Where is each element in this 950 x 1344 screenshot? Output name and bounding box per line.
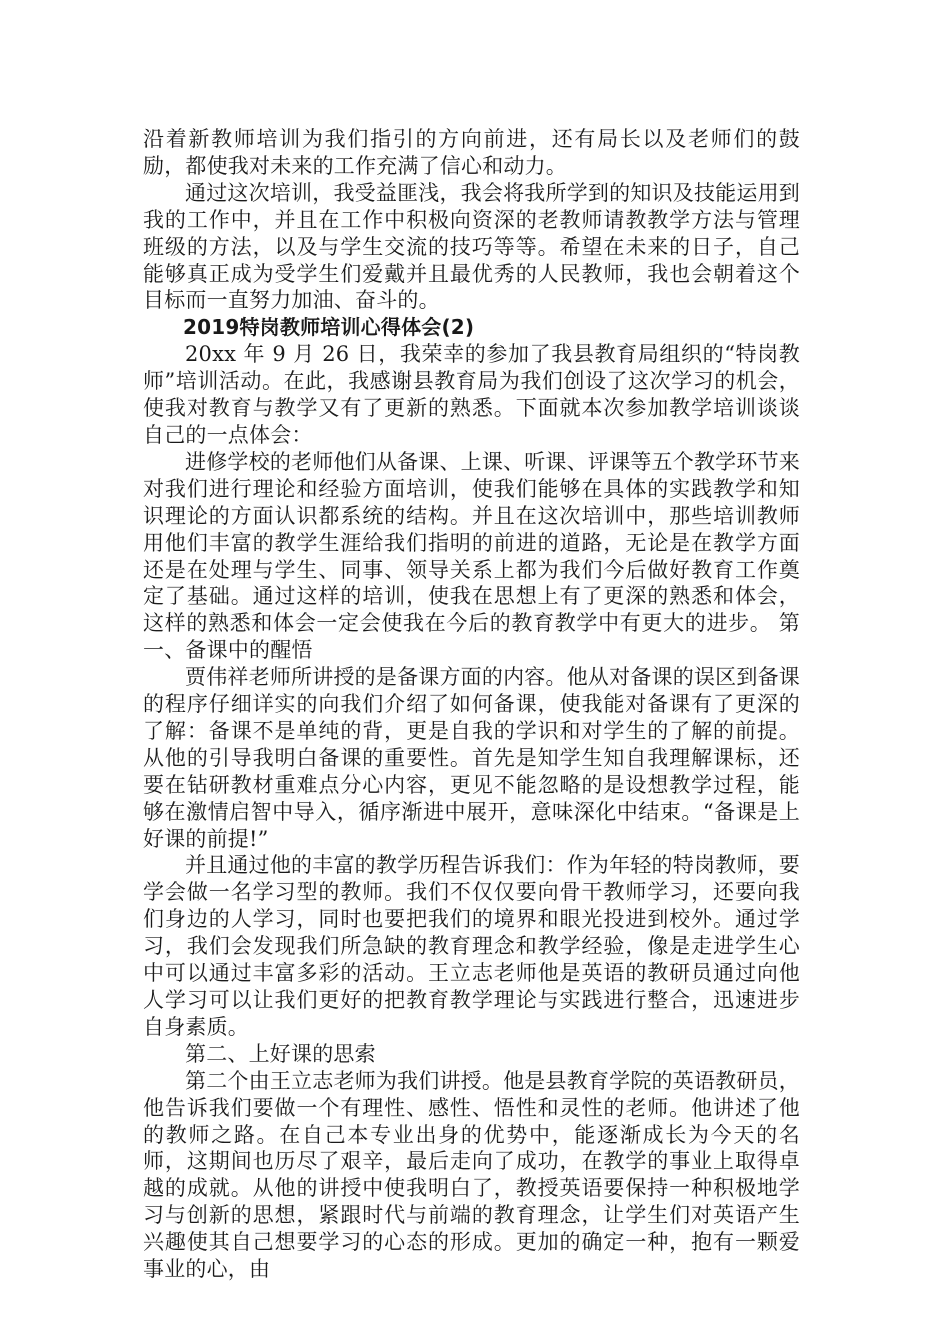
paragraph-4: 进修学校的老师他们从备课、上课、听课、评课等五个教学环节来对我们进行理论和经验方面培训，使我们能够在具体的实践教学和知识理论的方面认识都系统的结构。并且在这次培训中，那些培训教师用他们丰富的教学生涯给我们指明的前进的道路，无论是在教学方面还是在处理与学生、同事、领导关系上都为我们今后做好教育工作奠定了基础。通过这样的培训，使我在思想上有了更深的熟悉和体会，这样的熟悉和体会一定会使我在今后的教育教学中有更大的进步。 第一、备课中的醒悟	[143, 449, 800, 663]
paragraph-6: 并且通过他的丰富的教学历程告诉我们：作为年轻的特岗教师，要学会做一名学习型的教师。我们不仅仅要向骨干教师学习，还要向我们身边的人学习，同时也要把我们的境界和眼光投进到校外。通过学习，我们会发现我们所急缺的教育理念和教学经验，像是走进学生心中可以通过丰富多彩的活动。王立志老师他是英语的教研员通过向他人学习可以让我们更好的把教育教学理论与实践进行整合，迅速进步自身素质。	[143, 853, 800, 1039]
paragraph-5: 贾伟祥老师所讲授的是备课方面的内容。他从对备课的误区到备课的程序仔细详实的向我们介绍了如何备课，使我能对备课有了更深的了解：备课不是单纯的背，更是自我的学识和对学生的了解的前提。从他的引导我明白备课的重要性。首先是知学生知自我理解课标，还要在钻研教材重难点分心内容，更见不能忽略的是设想教学过程，能够在激情启智中导入，循序渐进中展开，意味深化中结束。“备课是上好课的前提!”	[143, 665, 800, 851]
paragraph-1: 沿着新教师培训为我们指引的方向前进，还有局长以及老师们的鼓励，都使我对未来的工作充满了信心和动力。	[143, 127, 800, 178]
document-body	[143, 126, 800, 1283]
subheading-paragraph: 第二、上好课的思索	[185, 1041, 376, 1066]
paragraph-2: 通过这次培训，我受益匪浅，我会将我所学到的知识及技能运用到我的工作中，并且在工作中积极向资深的老教师请教教学方法与管理班级的方法，以及与学生交流的技巧等等。希望在未来的日子，自己能够真正成为受学生们爱戴并且最优秀的人民教师，我也会朝着这个目标而一直努力加油、奋斗的。	[143, 180, 800, 313]
section-heading: 2019特岗教师培训心得体会(2)	[183, 315, 475, 340]
paragraph-3: 20xx 年 9 月 26 日，我荣幸的参加了我县教育局组织的“特岗教师”培训活动。在此，我感谢县教育局为我们创设了这次学习的机会，使我对教育与教学又有了更新的熟悉。下面就本次参加教学培训谈谈自己的一点体会：	[143, 342, 800, 447]
paragraph-7: 第二个由王立志老师为我们讲授。他是县教育学院的英语教研员，他告诉我们要做一个有理性、感性、悟性和灵性的老师。他讲述了他的教师之路。在自己本专业出身的优势中，能逐渐成长为今天的名师，这期间也历尽了艰辛，最后走向了成功，在教学的事业上取得卓越的成就。从他的讲授中使我明白了，教授英语要保持一种积极地学习与创新的思想，紧跟时代与前端的教育理念，让学生们对英语产生兴趣使其自己想要学习的心态的形成。更加的确定一种，抱有一颗爱事业的心，由	[143, 1068, 800, 1282]
